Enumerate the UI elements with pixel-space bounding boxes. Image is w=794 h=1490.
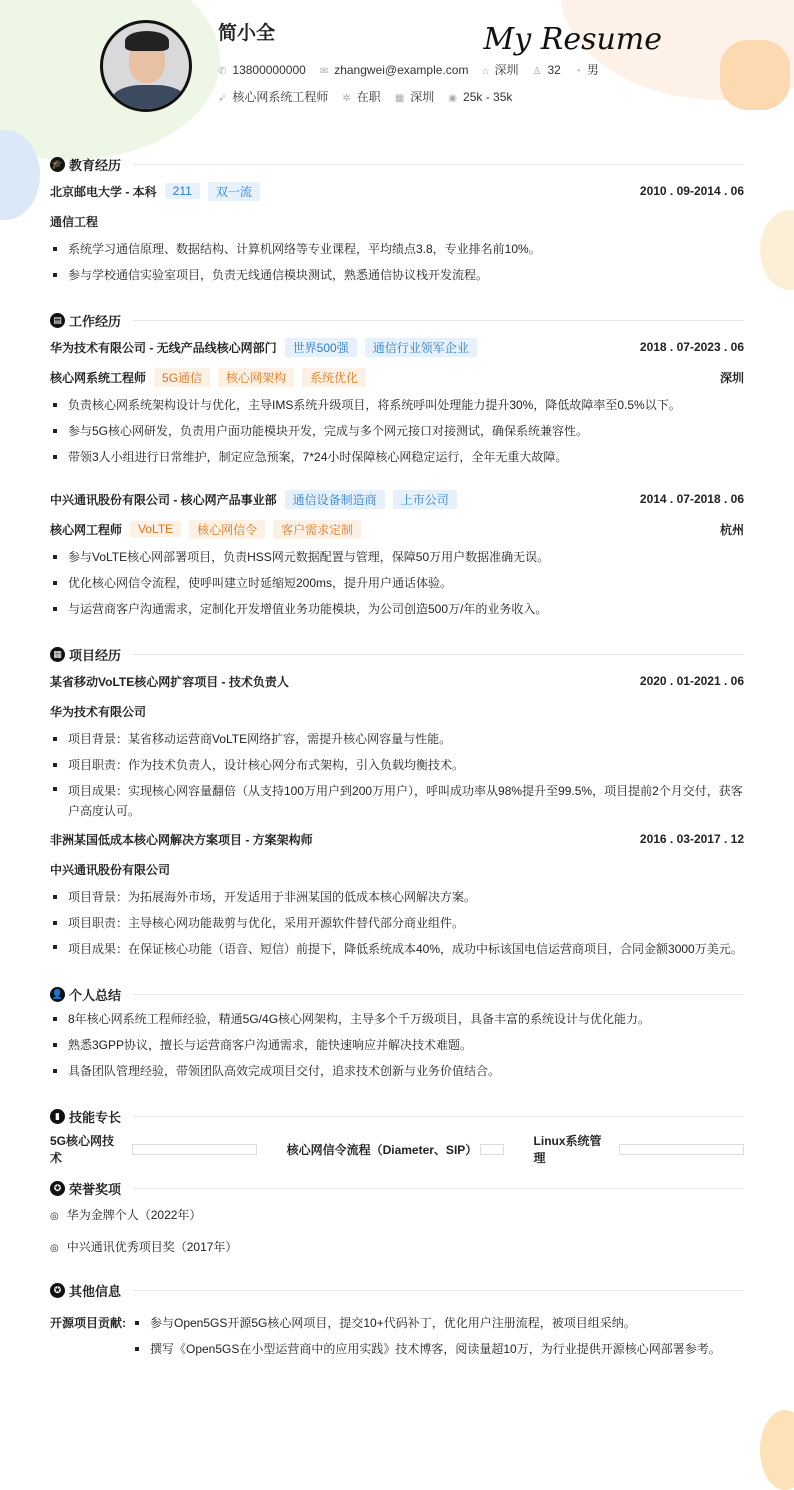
job-role: 核心网工程师 xyxy=(50,522,123,537)
row-left xyxy=(50,831,313,848)
bullet-item: 负责核心网系统架构设计与优化，主导IMS系统升级项目，将系统呼叫处理能力提升30%，降低故障率至0.5%以下。 xyxy=(50,392,744,418)
projects-icon: ▦ xyxy=(50,647,65,662)
section-title: 其他信息 xyxy=(69,1283,122,1299)
section-divider xyxy=(133,654,744,655)
other-icon: ✪ xyxy=(50,1283,65,1298)
bullet-item: 参与5G核心网研发，负责用户面功能模块开发，完成与多个网元接口对接测试，确保系统兼容性。 xyxy=(50,418,744,444)
bullet-item: 与运营商客户沟通需求，定制化开发增值业务功能模块，为公司创造500万/年的业务收入。 xyxy=(50,596,744,622)
resume-title-art: My Resume xyxy=(483,22,662,57)
bullet-item: 系统学习通信原理、数据结构、计算机网络等专业课程，平均绩点3.8，专业排名前10%。 xyxy=(50,236,744,262)
tag: 通信设备制造商 xyxy=(285,490,385,509)
date-range: 2018 . 07-2023 . 06 xyxy=(639,340,744,354)
award-item xyxy=(50,1232,744,1264)
skill-level-bar xyxy=(619,1144,744,1155)
city: 杭州 xyxy=(719,522,744,537)
bullet-list xyxy=(50,236,744,288)
bullet-item: 8年核心网系统工程师经验，精通5G/4G核心网架构，主导多个千万级项目，具备丰富的系统设计与优化能力。 xyxy=(50,1006,744,1032)
role-row xyxy=(50,514,744,544)
education-icon: 🎓 xyxy=(50,157,65,172)
section-title: 技能专长 xyxy=(69,1109,122,1125)
info-text: 深圳 xyxy=(410,90,435,104)
row-left xyxy=(50,673,289,690)
info-text: 男 xyxy=(586,63,599,77)
row-left xyxy=(50,490,457,509)
date-range: 2014 . 07-2018 . 06 xyxy=(639,492,744,506)
row-left xyxy=(50,368,366,387)
info-text: 在职 xyxy=(356,90,381,104)
date-range: 2016 . 03-2017 . 12 xyxy=(639,832,744,846)
tag: 通信行业领军企业 xyxy=(365,338,477,357)
info-item xyxy=(482,61,518,78)
section-title: 工作经历 xyxy=(69,313,122,329)
info-item xyxy=(448,90,512,104)
bullet-item: 具备团队管理经验，带领团队高效完成项目交付，追求技术创新与业务价值结合。 xyxy=(50,1058,744,1084)
skill-name: Linux系统管理 xyxy=(533,1134,602,1165)
work-icon: ▤ xyxy=(50,313,65,328)
info-text: 32 xyxy=(547,62,561,77)
tag: 系统优化 xyxy=(302,368,366,387)
skills-icon: ▮ xyxy=(50,1109,65,1124)
bullet-item: 优化核心网信令流程，使呼叫建立时延缩短200ms，提升用户通话体验。 xyxy=(50,570,744,596)
info-text: 13800000000 xyxy=(232,62,306,77)
info-text: zhangwei@example.com xyxy=(334,62,469,77)
skill-level-bar xyxy=(132,1144,257,1155)
info-text: 核心网系统工程师 xyxy=(232,90,329,104)
tag: 5G通信 xyxy=(154,368,210,387)
section-title: 教育经历 xyxy=(69,157,122,173)
info-item xyxy=(342,88,380,105)
bullet-item: 参与学校通信实验室项目，负责无线通信模块测试，熟悉通信协议栈开发流程。 xyxy=(50,262,744,288)
award-text: 华为金牌个人（2022年） xyxy=(66,1208,202,1222)
role-row xyxy=(50,362,744,392)
job-role: 核心网系统工程师 xyxy=(50,370,147,385)
skill-name: 核心网信令流程（Diameter、SIP） xyxy=(286,1142,478,1157)
tag: 核心网架构 xyxy=(218,368,294,387)
tag: 双一流 xyxy=(208,182,260,201)
bullet-list xyxy=(50,884,744,962)
project-row xyxy=(50,824,744,854)
medal-icon: ◎ xyxy=(50,1211,59,1222)
row-left xyxy=(50,338,477,357)
section-header-work xyxy=(50,308,744,332)
phone-icon: ✆ xyxy=(218,65,227,77)
tag: 核心网信令 xyxy=(189,520,265,539)
date-range: 2020 . 01-2021 . 06 xyxy=(639,674,744,688)
bullet-list xyxy=(50,392,744,470)
section-divider xyxy=(133,994,744,995)
tag: 上市公司 xyxy=(393,490,457,509)
section-divider xyxy=(133,1290,744,1291)
row-left xyxy=(50,520,361,539)
major: 通信工程 xyxy=(50,214,99,229)
project-name: 某省移动VoLTE核心网扩容项目 - 技术负责人 xyxy=(50,674,289,689)
other-item: 撰写《Open5GS在小型运营商中的应用实践》技术博客，阅读量超10万，为行业提供开源核心网部署参考。 xyxy=(132,1336,721,1362)
other-list xyxy=(132,1310,721,1362)
bullet-item: 熟悉3GPP协议，擅长与运营商客户沟通需求，能快速响应并解决技术难题。 xyxy=(50,1032,744,1058)
tag: VoLTE xyxy=(130,521,181,537)
bullet-list xyxy=(50,726,744,824)
section-divider xyxy=(133,1188,744,1189)
section-divider xyxy=(133,164,744,165)
status-icon: ✲ xyxy=(342,93,351,104)
tag: 客户需求定制 xyxy=(273,520,361,539)
section-title: 荣誉奖项 xyxy=(69,1181,122,1197)
salary-icon: ◉ xyxy=(448,92,458,104)
project-company-row xyxy=(50,696,744,726)
bullet-item: 带领3人小组进行日常维护，制定应急预案，7*24小时保障核心网稳定运行，全年无重大故障。 xyxy=(50,444,744,470)
info-item xyxy=(218,63,306,77)
company-row xyxy=(50,484,744,514)
bullet-list xyxy=(50,1006,744,1084)
awards-icon: ✪ xyxy=(50,1181,65,1196)
company-name: 中兴通讯股份有限公司 - 核心网产品事业部 xyxy=(50,492,277,507)
avatar xyxy=(100,20,192,112)
bullet-item: 项目职责：主导核心网功能裁剪与优化，采用开源软件替代部分商业组件。 xyxy=(50,910,744,936)
home-icon: ⌂ xyxy=(482,66,489,77)
skills-list xyxy=(50,1132,744,1166)
row-left xyxy=(50,213,98,230)
tag: 世界500强 xyxy=(285,338,357,357)
section-header-skills xyxy=(50,1104,744,1128)
award-item xyxy=(50,1200,744,1232)
section-divider xyxy=(133,1116,744,1117)
info-item xyxy=(320,63,469,77)
age-icon: ♙ xyxy=(532,65,542,77)
candidate-name: 简小全 xyxy=(218,23,276,44)
send-icon: ➶ xyxy=(218,93,227,104)
school-name: 北京邮电大学 - 本科 xyxy=(50,184,157,199)
major-row xyxy=(50,206,744,236)
section-header-summary xyxy=(50,982,744,1006)
section-header-education xyxy=(50,152,744,176)
city: 深圳 xyxy=(719,370,744,385)
gender-icon: ◔ xyxy=(574,66,581,77)
contact-info-row xyxy=(218,61,599,78)
section-header-other xyxy=(50,1278,744,1302)
section-title: 项目经历 xyxy=(69,647,122,663)
company-row xyxy=(50,332,744,362)
section-divider xyxy=(133,320,744,321)
job-info-row xyxy=(218,88,512,105)
info-text: 25k - 35k xyxy=(463,89,513,104)
info-item xyxy=(218,88,328,105)
info-item xyxy=(575,61,599,78)
bullet-list xyxy=(50,544,744,622)
other-label: 开源项目贡献: xyxy=(50,1316,126,1330)
bullet-item: 项目背景：为拓展海外市场，开发适用于非洲某国的低成本核心网解决方案。 xyxy=(50,884,744,910)
bullet-item: 项目职责：作为技术负责人，设计核心网分布式架构，引入负载均衡技术。 xyxy=(50,752,744,778)
project-company: 中兴通讯股份有限公司 xyxy=(50,862,171,877)
summary-icon: 👤 xyxy=(50,987,65,1002)
section-header-projects xyxy=(50,642,744,666)
bullet-item: 参与VoLTE核心网部署项目，负责HSS网元数据配置与管理，保障50万用户数据准确无误。 xyxy=(50,544,744,570)
info-item xyxy=(395,88,434,105)
bullet-item: 项目成果：实现核心网容量翻倍（从支持100万用户到200万用户），呼叫成功率从98%提升至99.5%，项目提前2个月交付，获客户高度认可。 xyxy=(50,778,744,824)
project-row xyxy=(50,666,744,696)
education-row xyxy=(50,176,744,206)
section-title: 个人总结 xyxy=(69,987,122,1003)
spacer xyxy=(50,470,744,484)
row-left xyxy=(50,703,146,720)
tag: 211 xyxy=(165,183,200,199)
project-name: 非洲某国低成本核心网解决方案项目 - 方案架构师 xyxy=(50,832,313,847)
bullet-item: 项目背景：某省移动运营商VoLTE网络扩容，需提升核心网容量与性能。 xyxy=(50,726,744,752)
bullet-item: 项目成果：在保证核心功能（语音、短信）前提下，降低系统成本40%，成功中标该国电信运营商项目，合同金额3000万美元。 xyxy=(50,936,744,962)
resume-header xyxy=(50,0,744,140)
row-left xyxy=(50,182,260,201)
award-text: 中兴通讯优秀项目奖（2017年） xyxy=(66,1240,238,1254)
date-range: 2010 . 09-2014 . 06 xyxy=(639,184,744,198)
skill-name: 5G核心网技术 xyxy=(50,1134,115,1165)
project-company-row xyxy=(50,854,744,884)
project-company: 华为技术有限公司 xyxy=(50,704,147,719)
section-header-awards xyxy=(50,1176,744,1200)
mail-icon: ✉ xyxy=(319,65,329,77)
company-name: 华为技术有限公司 - 无线产品线核心网部门 xyxy=(50,340,277,355)
row-left xyxy=(50,861,170,878)
info-text: 深圳 xyxy=(494,63,519,77)
building-icon: ▦ xyxy=(394,93,405,104)
medal-icon: ◎ xyxy=(50,1243,59,1254)
info-item xyxy=(533,63,561,77)
other-item: 参与Open5GS开源5G核心网项目，提交10+代码补丁，优化用户注册流程，被项目组采纳。 xyxy=(132,1310,721,1336)
other-info xyxy=(50,1310,744,1362)
skill-level-bar xyxy=(480,1144,503,1155)
